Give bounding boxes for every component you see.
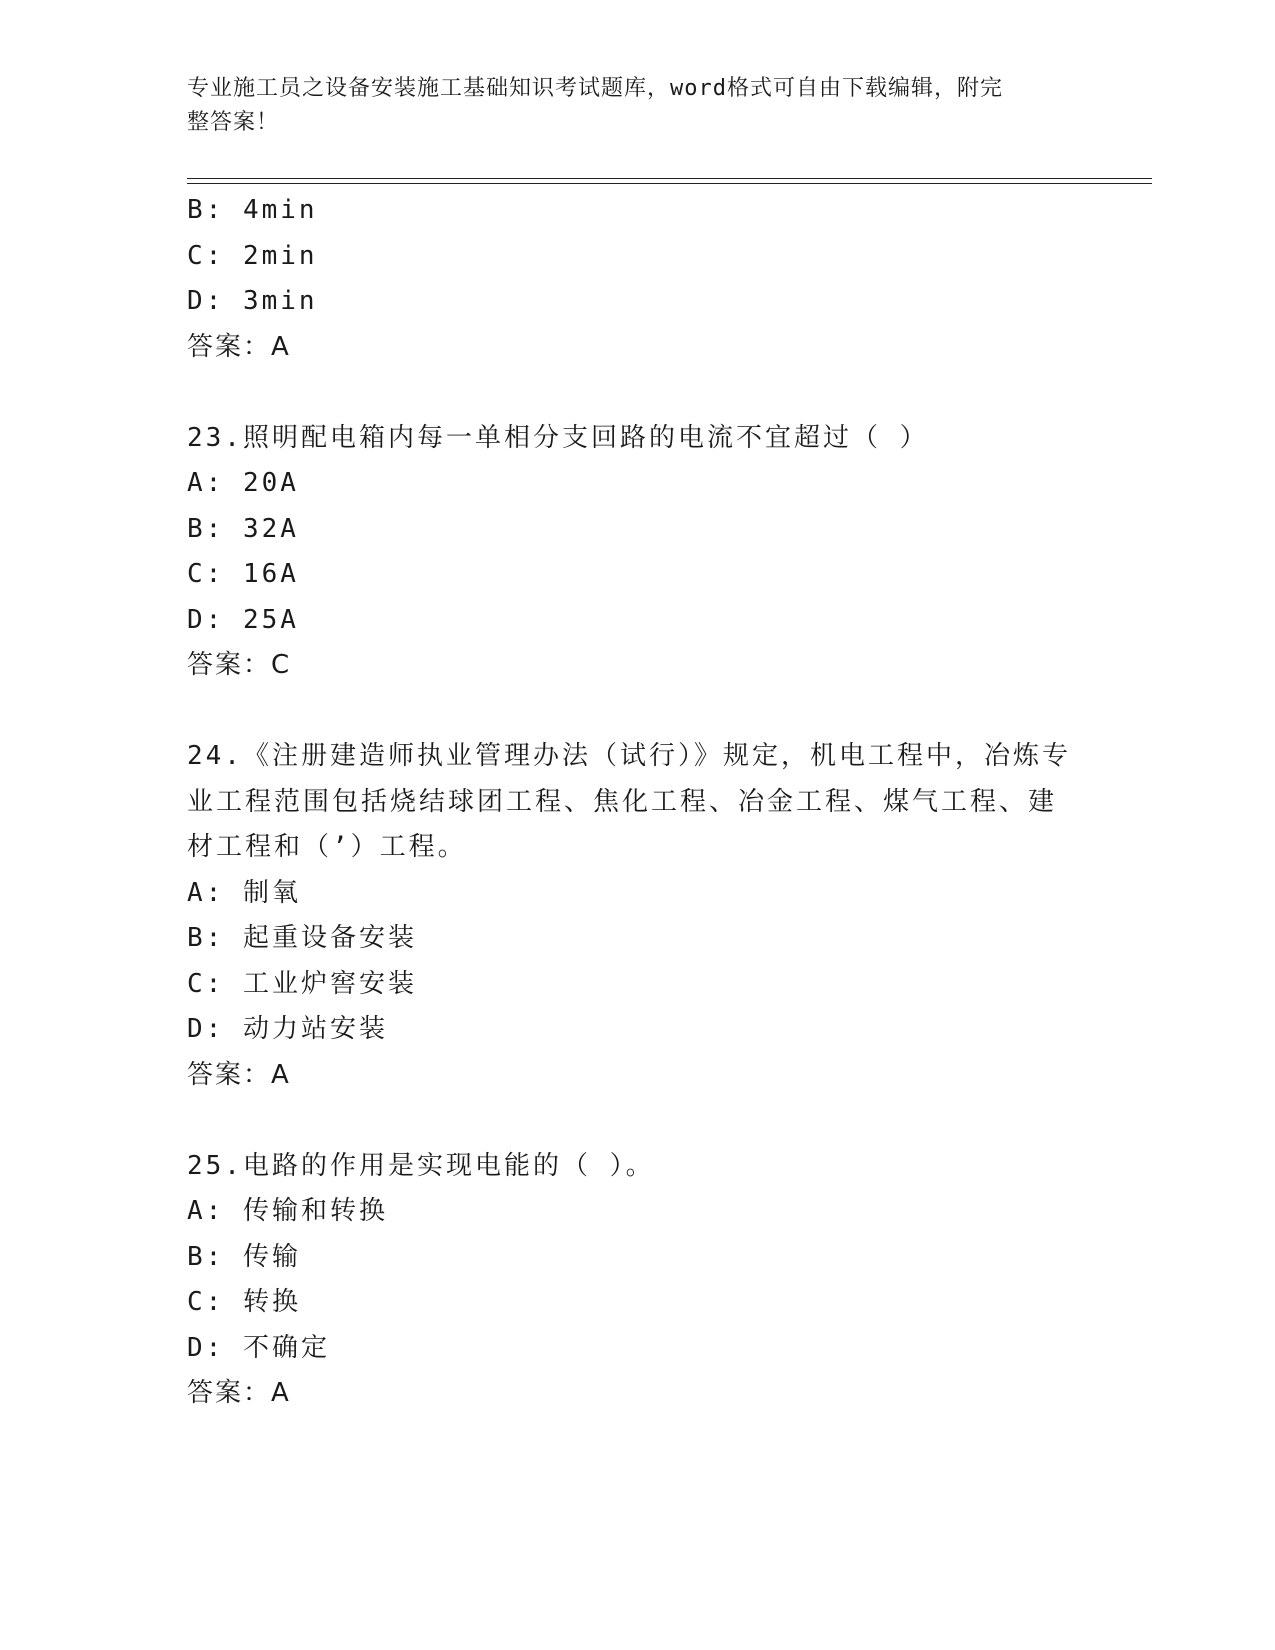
answer-line: 答案：A bbox=[187, 1059, 291, 1090]
option-d: D: 动力站安装 bbox=[187, 1014, 388, 1044]
carryover-block bbox=[187, 188, 1107, 370]
document-header bbox=[187, 72, 1067, 140]
question-list bbox=[187, 188, 1107, 1417]
option-b: B: 32A bbox=[187, 513, 299, 544]
question-25 bbox=[187, 1144, 1107, 1417]
answer-line: 答案：A bbox=[187, 1378, 291, 1408]
question-stem-line-1: 24.《注册建造师执业管理办法（试行）》规定，机电工程中，冶炼专 bbox=[187, 741, 1071, 771]
option-c: C: 工业炉窖安装 bbox=[187, 968, 417, 999]
option-a: A: 20A bbox=[187, 468, 299, 498]
option-b: B: 传输 bbox=[187, 1241, 301, 1272]
answer-line: 答案：C bbox=[187, 650, 292, 680]
option-d: D: 不确定 bbox=[187, 1332, 330, 1363]
option-c: C: 16A bbox=[187, 559, 299, 589]
question-23 bbox=[187, 416, 1107, 689]
option-c: C: 转换 bbox=[187, 1287, 301, 1317]
option-a: A: 制氧 bbox=[187, 877, 301, 908]
question-stem: 23.照明配电箱内每一单相分支回路的电流不宜超过（ ） bbox=[187, 422, 929, 453]
option-a: A: 传输和转换 bbox=[187, 1196, 388, 1226]
question-24 bbox=[187, 734, 1107, 1098]
option-b: B: 起重设备安装 bbox=[187, 923, 417, 953]
option-d: D: 25A bbox=[187, 604, 299, 635]
option-d: D: 3min bbox=[187, 286, 318, 316]
question-stem-line-3: 材工程和（’）工程。 bbox=[187, 832, 467, 862]
question-stem-line-2: 业工程范围包括烧结球团工程、焦化工程、冶金工程、煤气工程、建 bbox=[187, 786, 1058, 817]
header-rule-bottom bbox=[187, 183, 1152, 184]
option-b: B: 4min bbox=[187, 195, 318, 225]
answer-line: 答案：A bbox=[187, 331, 291, 362]
option-c: C: 2min bbox=[187, 240, 318, 271]
header-rule-top bbox=[187, 178, 1152, 179]
header-line-2: 整答案！ bbox=[187, 110, 280, 135]
header-line-1: 专业施工员之设备安装施工基础知识考试题库，word格式可自由下载编辑，附完 bbox=[187, 76, 1003, 101]
question-stem: 25.电路的作用是实现电能的（ ）。 bbox=[187, 1150, 655, 1181]
